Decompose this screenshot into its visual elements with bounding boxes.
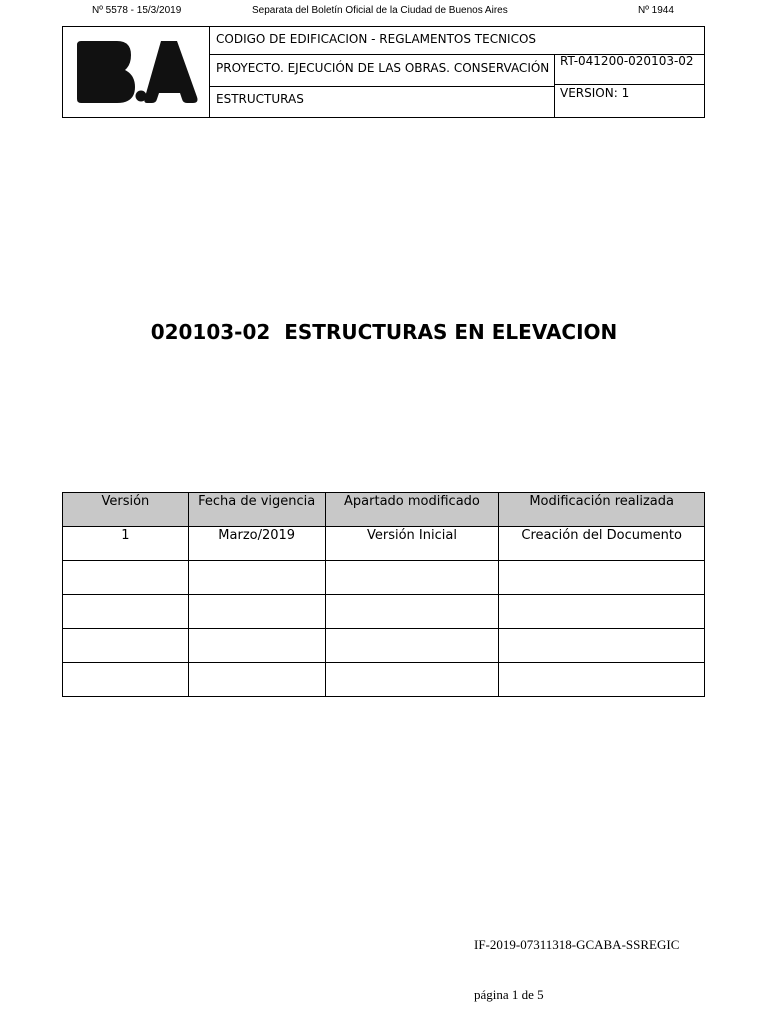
table-cell	[188, 595, 325, 629]
table-cell	[188, 561, 325, 595]
column-header-date: Fecha de vigencia	[188, 493, 325, 527]
table-cell	[63, 561, 189, 595]
ba-logo	[63, 27, 210, 117]
document-header	[62, 26, 705, 118]
header-divider-2	[210, 86, 554, 87]
table-header-row	[63, 493, 705, 527]
table-row	[63, 595, 705, 629]
table-cell: 1	[63, 527, 189, 561]
table-row	[63, 527, 705, 561]
table-cell	[499, 629, 705, 663]
header-row-2: PROYECTO. EJECUCIÓN DE LAS OBRAS. CONSERVACIÓN	[216, 61, 550, 75]
bulletin-number: Nº 1944	[638, 5, 674, 16]
version-table	[62, 492, 705, 697]
table-cell	[63, 595, 189, 629]
table-cell: Creación del Documento	[499, 527, 705, 561]
header-row-1: CODIGO DE EDIFICACION - REGLAMENTOS TECNICOS	[216, 32, 537, 46]
document-code: RT-041200-020103-02	[560, 54, 694, 68]
header-divider-code	[554, 84, 704, 85]
table-cell	[499, 663, 705, 697]
table-cell: Marzo/2019	[188, 527, 325, 561]
publication-name: Separata del Boletín Oficial de la Ciudad de Buenos Aires	[252, 5, 508, 16]
page-number: página 1 de 5	[474, 987, 544, 1002]
header-row-3: ESTRUCTURAS	[216, 92, 304, 106]
ba-logo-icon	[73, 39, 199, 105]
table-cell	[499, 595, 705, 629]
table-cell	[499, 561, 705, 595]
table-row	[63, 629, 705, 663]
table-cell	[325, 663, 499, 697]
table-row	[63, 561, 705, 595]
table-cell	[63, 629, 189, 663]
table-cell	[325, 561, 499, 595]
table-cell	[188, 629, 325, 663]
column-header-change: Modificación realizada	[499, 493, 705, 527]
page-title: 020103-02 ESTRUCTURAS EN ELEVACION	[150, 320, 618, 344]
column-header-version: Versión	[63, 493, 189, 527]
version-label: VERSION: 1	[560, 86, 630, 100]
column-header-section: Apartado modificado	[325, 493, 499, 527]
table-row	[63, 663, 705, 697]
table-cell	[325, 629, 499, 663]
document-id: IF-2019-07311318-GCABA-SSREGIC	[474, 937, 680, 952]
table-cell	[325, 595, 499, 629]
table-cell	[63, 663, 189, 697]
table-cell	[188, 663, 325, 697]
table-cell: Versión Inicial	[325, 527, 499, 561]
issue-number: Nº 5578 - 15/3/2019	[92, 5, 182, 16]
